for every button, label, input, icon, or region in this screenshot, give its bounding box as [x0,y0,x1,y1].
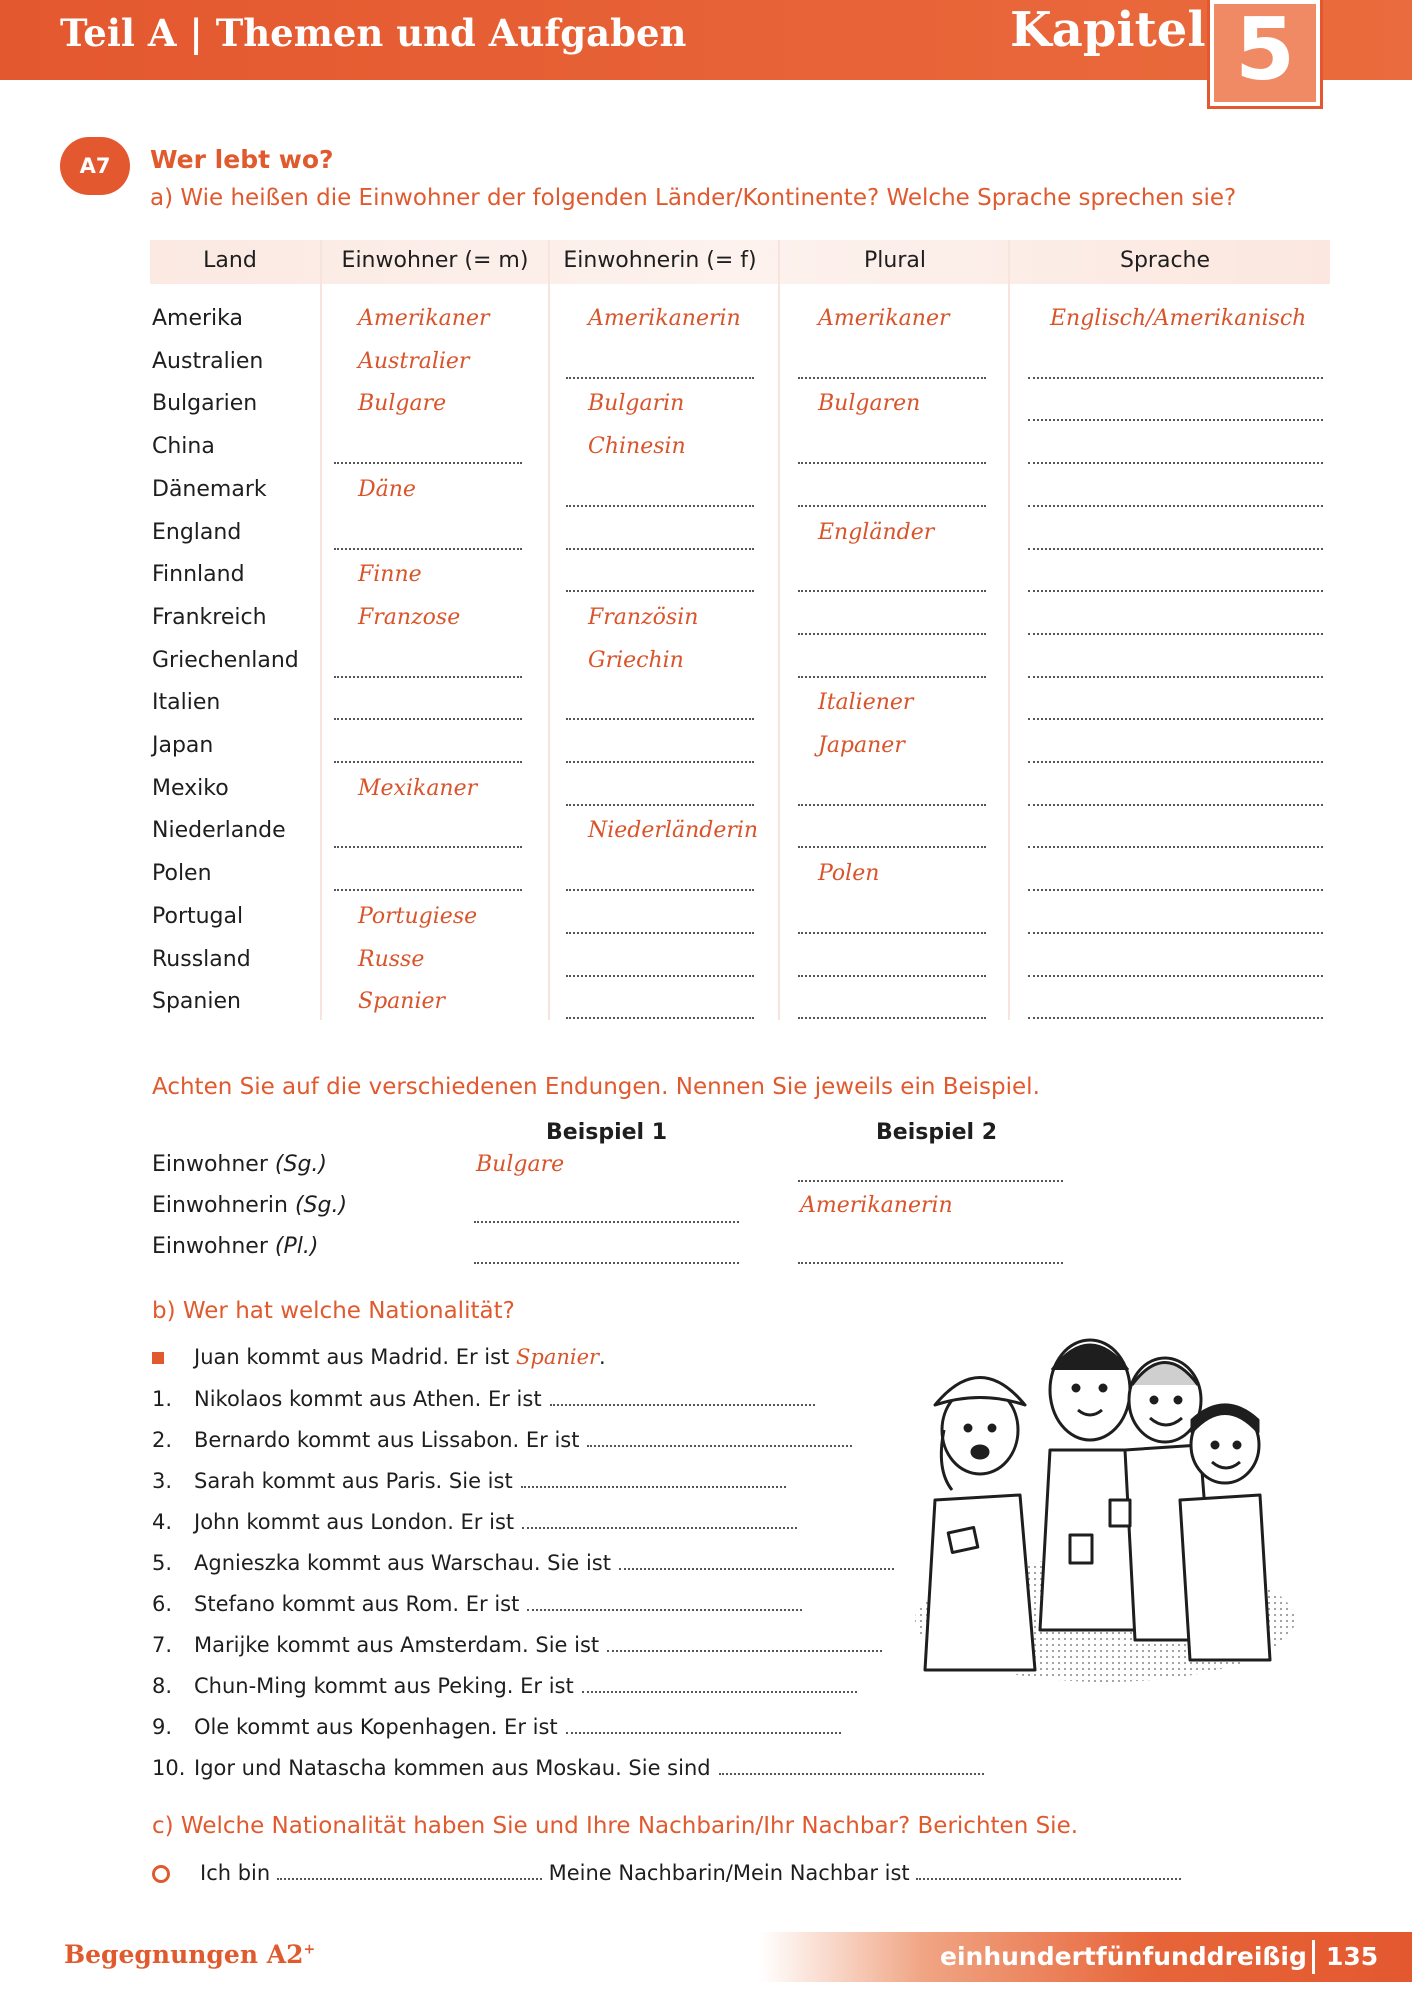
endungen-label [152,1193,347,1218]
item-text: Chun-Ming kommt aus Peking. Er ist [194,1674,574,1698]
item-text: Sarah kommt aus Paris. Sie ist [194,1469,513,1493]
answer-blank[interactable] [566,953,754,977]
table-row [0,853,1412,895]
person-woman-hat [925,1378,1035,1671]
task-b-title: b) Wer hat welche Nationalität? [152,1298,515,1324]
item-number: 4. [152,1510,173,1534]
endungen-label [152,1234,318,1259]
cell-einwohnerin-f[interactable]: Amerikanerin [588,306,741,331]
example-text: Juan kommt aus Madrid. Er ist [194,1345,510,1369]
table-row [0,640,1412,682]
cell-land: Italien [152,690,221,716]
cell-land: Russland [152,946,251,972]
table-row [0,341,1412,383]
answer-blank[interactable] [566,910,754,934]
beispiel-1-header: Beispiel 1 [546,1120,668,1145]
cell-einwohnerin-f[interactable]: Französin [588,604,699,630]
answer-blank[interactable] [566,568,754,592]
cell-land: Dänemark [152,476,267,502]
answer-blank[interactable] [566,355,754,379]
col-header-plural: Plural [864,248,926,273]
task-c-part2: Meine Nachbarin/Mein Nachbar ist [548,1861,910,1885]
answer-blank[interactable] [1028,355,1323,379]
answer-blank[interactable] [566,995,754,1019]
col-header-sprache: Sprache [1119,248,1211,273]
col-header-einwohnerin-f: Einwohnerin (= f) [563,248,757,273]
answer-blank[interactable] [277,1860,542,1880]
example-end: . [599,1345,606,1369]
endungen-b2[interactable]: Amerikanerin [800,1193,953,1218]
list-item [152,1630,882,1660]
table-row [0,939,1412,981]
item-number: 8. [152,1674,173,1698]
answer-blank[interactable] [1028,696,1323,720]
endungen-instruction: Achten Sie auf die verschiedenen Endungen. Nennen Sie jeweils ein Beispiel. [152,1074,1040,1100]
footer-separator [1312,1940,1315,1974]
answer-blank[interactable] [619,1550,894,1570]
cell-einwohnerin-f[interactable]: Griechin [588,647,684,673]
endungen-label-text: Einwohnerin [152,1193,288,1218]
cell-plural[interactable]: Polen [818,861,880,887]
cell-einwohner-m[interactable]: Däne [358,476,416,502]
list-item [152,1384,815,1414]
table-row [0,981,1412,1023]
table-row [0,383,1412,425]
table-row [0,298,1412,340]
book-title-superscript: + [303,1941,316,1958]
answer-blank[interactable] [474,1240,739,1264]
endungen-b1[interactable]: Bulgare [476,1152,565,1177]
item-text: Stefano kommt aus Rom. Er ist [194,1592,520,1616]
answer-blank[interactable] [798,1240,1063,1264]
item-text: Bernardo kommt aus Lissabon. Er ist [194,1428,580,1452]
cell-einwohner-m[interactable]: Finne [358,562,422,588]
answer-blank[interactable] [587,1427,852,1447]
answer-blank[interactable] [1028,995,1323,1019]
cell-plural[interactable]: Engländer [818,519,935,545]
answer-blank[interactable] [798,953,986,977]
answer-blank[interactable] [334,440,522,464]
answer-blank[interactable] [798,483,986,507]
cell-land: Griechenland [152,647,299,673]
page-number: 135 [1326,1942,1379,1971]
page-number-word: einhundertfünfunddreißig [940,1942,1307,1971]
col-header-einwohner-m: Einwohner (= m) [341,248,529,273]
item-text: Nikolaos kommt aus Athen. Er ist [194,1387,542,1411]
answer-blank[interactable] [566,782,754,806]
cell-land: Mexiko [152,775,229,801]
table-row [0,682,1412,724]
answer-blank[interactable] [522,1509,797,1529]
item-number: 6. [152,1592,173,1616]
cell-einwohner-m[interactable]: Bulgare [358,391,447,417]
answer-blank[interactable] [1028,397,1323,421]
list-item [152,1466,786,1496]
table-row [0,469,1412,511]
answer-blank[interactable] [1028,483,1323,507]
kapitel-label: Kapitel [1010,2,1206,58]
exercise-title: Wer lebt wo? [150,145,334,174]
cell-einwohnerin-f[interactable]: Chinesin [588,434,686,460]
cell-einwohner-m[interactable]: Australier [358,348,470,374]
answer-blank[interactable] [1028,440,1323,464]
cell-einwohner-m[interactable]: Amerikaner [358,306,490,331]
answer-blank[interactable] [334,654,522,678]
cell-land: Spanien [152,989,241,1015]
item-text: Ole kommt aus Kopenhagen. Er ist [194,1715,558,1739]
beispiel-2-header: Beispiel 2 [876,1120,998,1145]
endungen-label-abbr: (Pl.) [274,1234,319,1259]
list-item [152,1548,894,1578]
answer-blank[interactable] [798,1158,1063,1182]
cell-einwohner-m[interactable]: Russe [358,946,425,972]
answer-blank[interactable] [916,1860,1181,1880]
item-text: Agnieszka kommt aus Warschau. Sie ist [194,1551,611,1575]
answer-blank[interactable] [1028,611,1323,635]
square-bullet-icon [152,1352,164,1364]
exercise-badge: A7 [60,137,130,195]
book-title: Begegnungen A2 [64,1940,304,1969]
answer-blank[interactable] [798,910,986,934]
answer-blank[interactable] [1028,910,1323,934]
endungen-label-text: Einwohner [152,1234,268,1259]
item-number: 1. [152,1387,173,1411]
answer-blank[interactable] [334,739,522,763]
endungen-label-abbr: (Sg.) [294,1193,348,1218]
person-right [1180,1405,1270,1660]
list-item [152,1507,797,1537]
answer-blank[interactable] [719,1755,984,1775]
answer-blank[interactable] [566,867,754,891]
list-item [152,1753,984,1783]
item-text: John kommt aus London. Er ist [194,1510,515,1534]
answer-blank[interactable] [1028,739,1323,763]
chapter-number: 5 [1235,0,1295,100]
table-row [0,554,1412,596]
task-a-instruction: a) Wie heißen die Einwohner der folgenden Länder/Kontinente? Welche Sprache sprechen sie? [150,185,1237,211]
answer-blank[interactable] [334,696,522,720]
answer-blank[interactable] [798,995,986,1019]
footer-book-title [64,1940,315,1969]
people-illustration [900,1300,1300,1690]
col-header-land: Land [203,248,257,273]
cell-plural[interactable]: Bulgaren [818,391,921,417]
cell-plural[interactable]: Amerikaner [818,306,950,331]
table-row [0,896,1412,938]
table-row [0,725,1412,767]
answer-blank[interactable] [1028,526,1323,550]
answer-blank[interactable] [798,611,986,635]
answer-blank[interactable] [566,739,754,763]
answer-blank[interactable] [1028,782,1323,806]
list-item [152,1589,802,1619]
list-item [152,1671,857,1701]
answer-blank[interactable] [550,1386,815,1406]
cell-einwohnerin-f[interactable]: Niederländerin [588,818,759,844]
answer-blank[interactable] [566,1714,841,1734]
cell-land: Finnland [152,562,245,588]
table-row [0,512,1412,554]
answer-blank[interactable] [1028,824,1323,848]
cell-sprache[interactable]: Englisch/Amerikanisch [1050,306,1307,331]
cell-land: England [152,519,242,545]
answer-blank[interactable] [1028,654,1323,678]
list-item [152,1425,852,1455]
answer-blank[interactable] [566,483,754,507]
cell-land: Japan [152,733,214,758]
list-item [152,1712,841,1742]
table-row [0,426,1412,468]
cell-plural[interactable]: Italiener [818,690,914,716]
answer-blank[interactable] [1028,953,1323,977]
answer-blank[interactable] [334,824,522,848]
answer-blank[interactable] [566,526,754,550]
cell-land: Polen [152,861,212,887]
answer-blank[interactable] [582,1673,857,1693]
cell-einwohner-m[interactable]: Mexikaner [358,775,478,801]
answer-blank[interactable] [1028,568,1323,592]
item-number: 5. [152,1551,173,1575]
task-c-title: c) Welche Nationalität haben Sie und Ihre Nachbarin/Ihr Nachbar? Berichten Sie. [152,1813,1079,1839]
item-number: 10. [152,1756,186,1780]
answer-blank[interactable] [521,1468,786,1488]
item-number: 2. [152,1428,173,1452]
endungen-label-abbr: (Sg.) [274,1152,327,1177]
item-number: 9. [152,1715,173,1739]
cell-land: Niederlande [152,818,286,844]
table-row [0,768,1412,810]
answer-blank[interactable] [334,867,522,891]
cell-land: Portugal [152,903,244,929]
endungen-label-text: Einwohner [152,1152,268,1177]
answer-blank[interactable] [798,824,986,848]
cell-land: Bulgarien [152,391,258,417]
cell-einwohner-m[interactable]: Portugiese [358,903,478,929]
cell-land: Frankreich [152,604,267,630]
circle-bullet-icon [152,1865,170,1883]
answer-blank[interactable] [798,568,986,592]
cell-plural[interactable]: Japaner [818,733,905,758]
cell-land: China [152,434,215,460]
table-row [0,810,1412,852]
example-answer: Spanier [515,1345,600,1369]
answer-blank[interactable] [474,1199,739,1223]
cell-einwohner-m[interactable]: Spanier [358,989,446,1015]
cell-einwohner-m[interactable]: Franzose [358,604,461,630]
item-text: Marijke kommt aus Amsterdam. Sie ist [194,1633,600,1657]
answer-blank[interactable] [566,696,754,720]
cell-einwohnerin-f[interactable]: Bulgarin [588,391,685,417]
page-header-title: Teil A | Themen und Aufgaben [60,11,687,55]
answer-blank[interactable] [607,1632,882,1652]
answer-blank[interactable] [334,526,522,550]
endungen-label [152,1152,327,1177]
answer-blank[interactable] [527,1591,802,1611]
item-text: Igor und Natascha kommen aus Moskau. Sie sind [194,1756,711,1780]
answer-blank[interactable] [798,782,986,806]
task-c-part1: Ich bin [200,1861,271,1885]
answer-blank[interactable] [798,654,986,678]
item-number: 7. [152,1633,173,1657]
table-row [0,597,1412,639]
answer-blank[interactable] [798,440,986,464]
task-c-line [152,1858,1181,1888]
example-item [152,1342,606,1372]
cell-land: Amerika [152,306,244,331]
answer-blank[interactable] [798,355,986,379]
cell-land: Australien [152,348,264,374]
answer-blank[interactable] [1028,867,1323,891]
item-number: 3. [152,1469,173,1493]
